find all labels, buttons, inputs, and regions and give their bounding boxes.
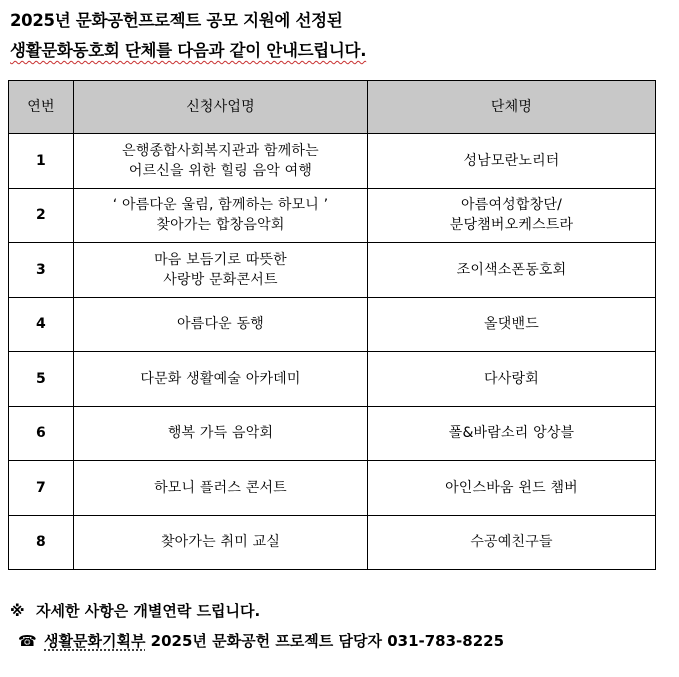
project-line: ‘ 아름다운 울림, 함께하는 하모니 ’ — [112, 197, 329, 214]
heading-line-1: 2025년 문화공헌프로젝트 공모 지원에 선정된 — [10, 11, 343, 30]
table-row — [9, 406, 656, 461]
table-row — [9, 134, 656, 189]
row-num: 2 — [9, 188, 74, 243]
group-line: 성남모란노리터 — [463, 152, 560, 169]
row-group — [368, 515, 656, 570]
group-line: 다사랑회 — [484, 370, 539, 387]
table-header-row — [9, 81, 656, 134]
project-line: 마음 보듬기로 따뜻한 — [154, 251, 287, 268]
row-project — [74, 243, 368, 298]
row-project — [74, 461, 368, 516]
detail-note — [10, 596, 670, 626]
row-group — [368, 406, 656, 461]
row-num: 5 — [9, 352, 74, 407]
row-group — [368, 352, 656, 407]
row-num: 7 — [9, 461, 74, 516]
row-num: 6 — [9, 406, 74, 461]
telephone-icon: ☎ — [18, 632, 37, 650]
announcement-heading — [10, 6, 670, 66]
row-group — [368, 188, 656, 243]
table-row — [9, 352, 656, 407]
row-group — [368, 134, 656, 189]
table-row — [9, 297, 656, 352]
row-project — [74, 188, 368, 243]
row-project — [74, 406, 368, 461]
row-group — [368, 297, 656, 352]
row-num: 8 — [9, 515, 74, 570]
table-row — [9, 515, 656, 570]
header-num: 연번 — [9, 81, 74, 134]
group-line: 수공예친구들 — [470, 534, 553, 551]
row-project — [74, 352, 368, 407]
row-num: 3 — [9, 243, 74, 298]
project-line: 찾아가는 합창음악회 — [156, 217, 285, 234]
notes-section — [10, 596, 670, 656]
row-num: 1 — [9, 134, 74, 189]
project-line: 사랑방 문화콘서트 — [163, 271, 278, 288]
group-line: 조이색소폰동호회 — [456, 261, 567, 278]
contact-note — [10, 626, 670, 656]
row-num: 4 — [9, 297, 74, 352]
reference-mark-icon: ※ — [10, 602, 25, 620]
header-project: 신청사업명 — [74, 81, 368, 134]
project-line: 하모니 플러스 콘서트 — [154, 479, 287, 496]
row-group — [368, 461, 656, 516]
row-project — [74, 515, 368, 570]
project-line: 행복 가득 음악회 — [167, 425, 274, 442]
group-line: 아름여성합창단/ — [461, 197, 562, 214]
row-project — [74, 134, 368, 189]
table-row — [9, 188, 656, 243]
table-row — [9, 461, 656, 516]
row-group — [368, 243, 656, 298]
group-line: 분당챔버오케스트라 — [449, 217, 574, 234]
project-line: 아름다운 동행 — [177, 316, 264, 333]
project-line: 다문화 생활예술 아카데미 — [140, 370, 301, 387]
group-line: 아인스바움 윈드 챔버 — [445, 479, 578, 496]
group-line: 올댓밴드 — [484, 316, 539, 333]
table-row — [9, 243, 656, 298]
group-line: 폴&바람소리 앙상블 — [448, 425, 575, 442]
row-project — [74, 297, 368, 352]
project-line: 어르신을 위한 힐링 음악 여행 — [128, 162, 313, 179]
contact-details: 2025년 문화공헌 프로젝트 담당자 031-783-8225 — [150, 632, 505, 650]
contact-department: 생활문화기획부 — [44, 632, 146, 650]
header-group: 단체명 — [368, 81, 656, 134]
project-line: 찾아가는 취미 교실 — [160, 534, 281, 551]
project-line: 은행종합사회복지관과 함께하는 — [122, 142, 319, 159]
detail-note-text: 자세한 사항은 개별연락 드립니다. — [36, 602, 261, 620]
selected-groups-table — [8, 80, 656, 570]
heading-line-2: 생활문화동호회 단체를 다음과 같이 안내드립니다. — [10, 41, 367, 60]
